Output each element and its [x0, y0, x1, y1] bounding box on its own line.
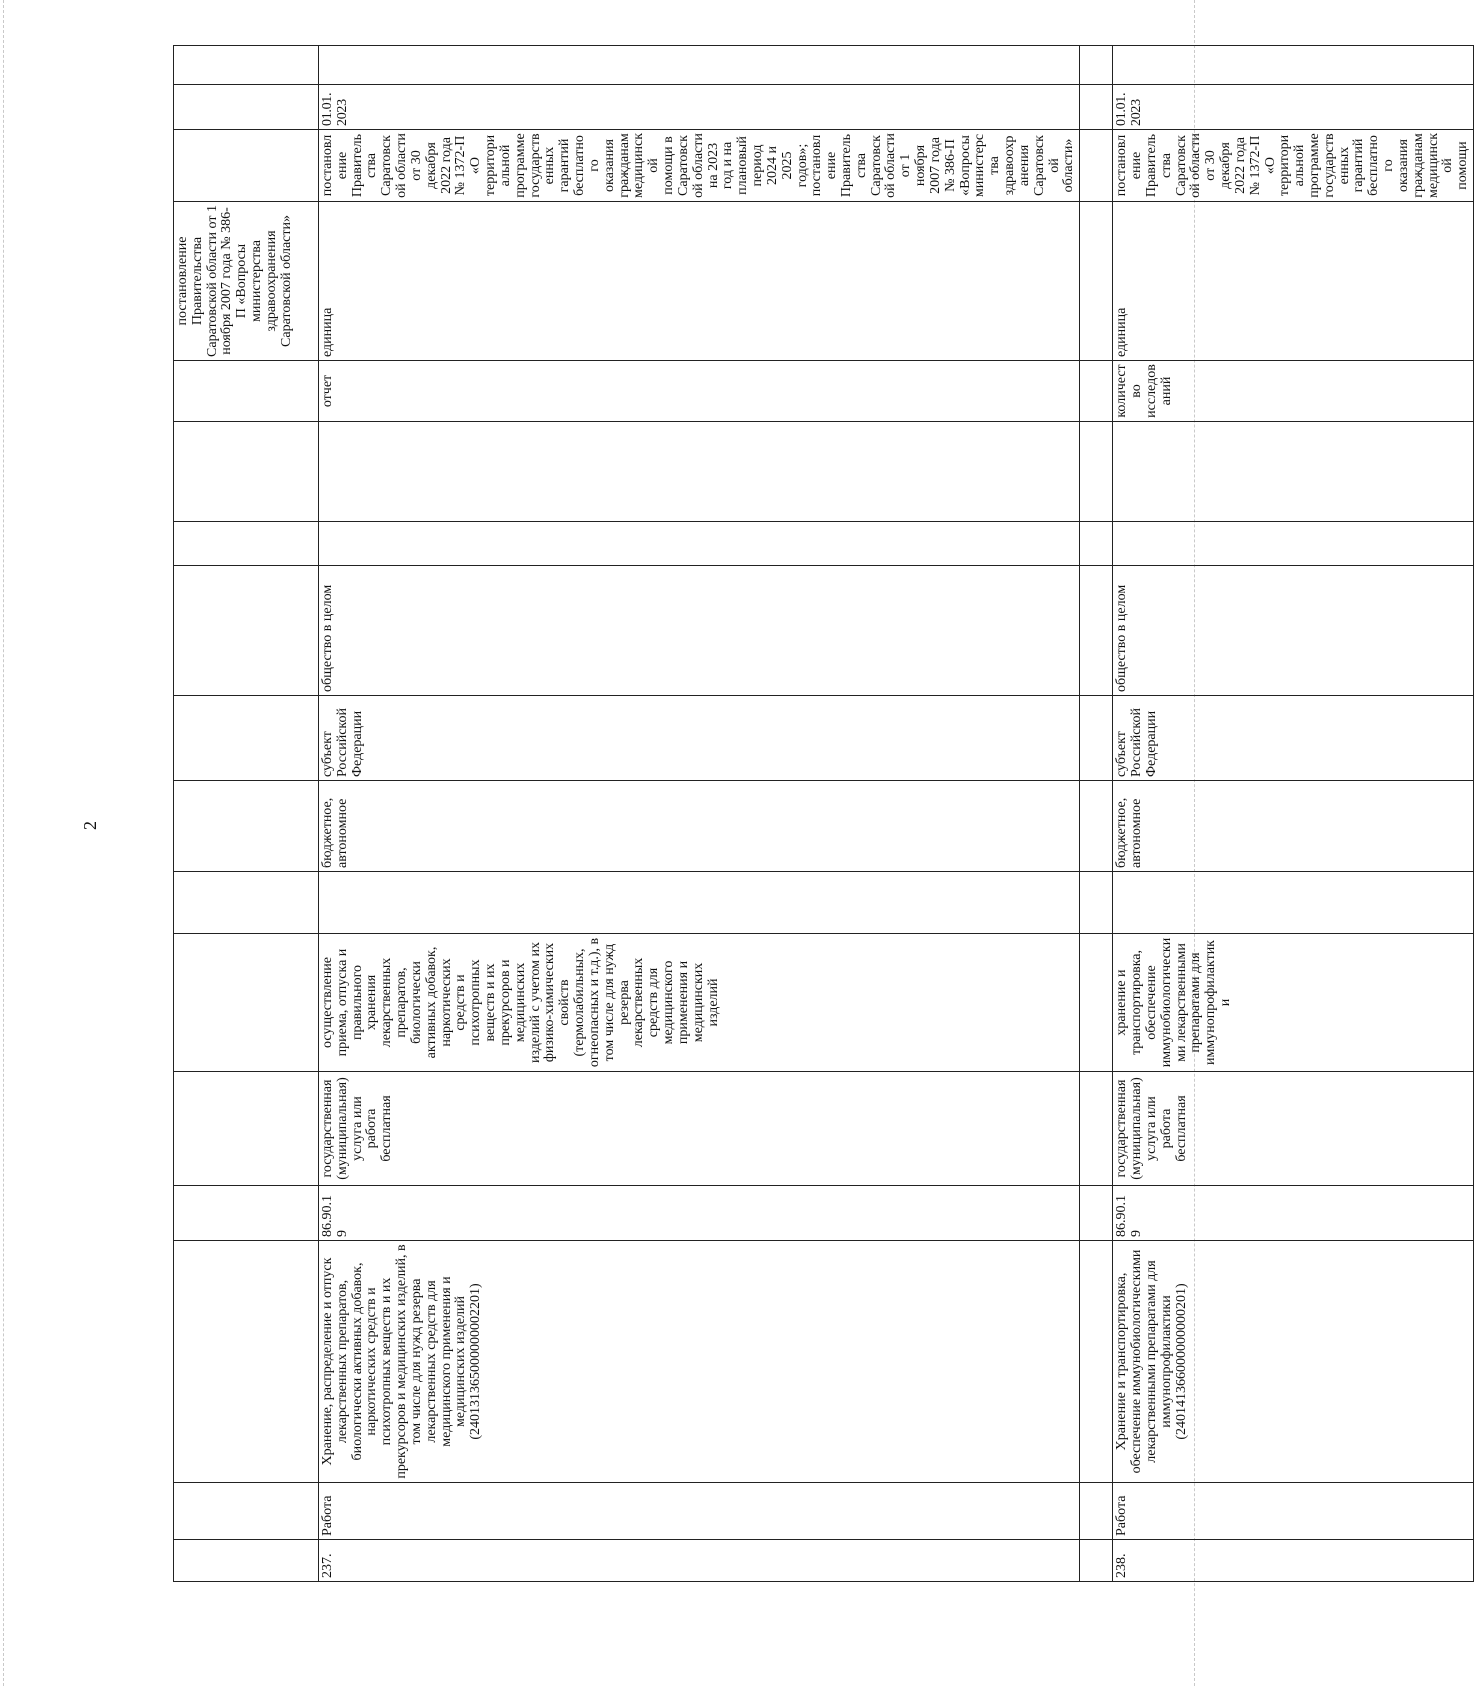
page-number: 2: [80, 821, 100, 830]
table-cell: [1113, 46, 1474, 85]
table-cell: [1080, 85, 1113, 130]
table-cell: [319, 872, 1080, 934]
table-cell: [174, 85, 319, 130]
table-cell: [1080, 696, 1113, 781]
table-cell: [1113, 522, 1474, 566]
authority-level: субъект Российской Федерации: [1113, 696, 1474, 781]
unit: единица: [319, 202, 1080, 361]
table-row: [174, 46, 319, 1582]
row-number: 238.: [1113, 1540, 1474, 1582]
table-cell: [174, 522, 319, 566]
table-cell: [174, 46, 319, 85]
table-cell: [174, 1186, 319, 1241]
table-cell: [1080, 361, 1113, 422]
okved-code: 86.90.19: [319, 1186, 1080, 1241]
table-cell: [174, 696, 319, 781]
table-cell: [174, 130, 319, 202]
table-cell: [174, 781, 319, 872]
table-cell: [174, 422, 319, 522]
table-cell: [174, 1540, 319, 1582]
table-cell: [174, 1241, 319, 1483]
service-content: осуществление приема, отпуска и правильного хранения лекарственных препаратов, биологически активных добавок, наркотических средств и психотропных веществ и их прекурсоров и медицинских изделий с учетом их физико-химических свойств (термолабильных, огнеопасных и т.д.), в том числе для нужд резерва лекарственных средств для медицинского применения и медицинских изделий: [319, 934, 1080, 1072]
table-cell: [1080, 522, 1113, 566]
row-number: 237.: [319, 1540, 1080, 1582]
table-cell: [1080, 781, 1113, 872]
table-cell: [1080, 566, 1113, 696]
institution-type: бюджетное, автономное: [319, 781, 1080, 872]
unit: единица: [1113, 202, 1474, 361]
table-cell: [1080, 130, 1113, 202]
row-type: Работа: [319, 1483, 1080, 1540]
authority-level: субъект Российской Федерации: [319, 696, 1080, 781]
consumers: общество в целом: [1113, 566, 1474, 696]
table-cell: [1080, 422, 1113, 522]
indicator: количество исследований: [1113, 361, 1474, 422]
scan-edge-left: [3, 0, 6, 1686]
effective-date: 01.01.2023: [319, 85, 1080, 130]
table-cell: [1080, 1072, 1113, 1186]
table-row: [1080, 46, 1113, 1582]
table-cell: [1080, 46, 1113, 85]
legal-basis: постановление Правительства Саратовской области от 30 декабря 2022 года № 1372-П «О территориальной программе государственных гарантий бесплатного оказания гражданам медицинской помощи в Саратовской области на 2023 год и на плановый период 2024 и 2025 годов»; постановление Правительства Саратовской области от 1 ноября 2007 года № 386-П «Вопросы министерства здравоохранения Саратовской области»: [319, 130, 1080, 202]
consumers: общество в целом: [319, 566, 1080, 696]
okved-code: 86.90.19: [1113, 1186, 1474, 1241]
table-cell: [319, 422, 1080, 522]
row-name: Хранение, распределение и отпуск лекарственных препаратов, биологически активных добавок, наркотических средств и психотропных веществ и их прекурсоров и медицинских изделий, в том числе для нужд резерва лекарственных средств для медицинского применения и медицинских изделий (240131365000000002201): [319, 1241, 1080, 1483]
table-cell: [174, 1483, 319, 1540]
table-cell: [1080, 202, 1113, 361]
legal-basis: постановление Правительства Саратовской области от 30 декабря 2022 года № 1372-П «О территориальной программе государственных гарантий бесплатного оказания гражданам медицинской помощи: [1113, 130, 1474, 202]
table-cell: [1080, 1483, 1113, 1540]
table-row: [319, 46, 1080, 1582]
table-cell: [1113, 872, 1474, 934]
table-cell: [1113, 422, 1474, 522]
institution-type: бюджетное, автономное: [1113, 781, 1474, 872]
table-cell: [174, 934, 319, 1072]
table-cell: [319, 522, 1080, 566]
table-cell: [1080, 1186, 1113, 1241]
indicator: отчет: [319, 361, 1080, 422]
service-kind: государственная (муниципальная) услуга или работа бесплатная: [1113, 1072, 1474, 1186]
service-content: хранение и транспортировка, обеспечение иммунобиологическими лекарственными препаратами для иммунопрофилактики: [1113, 934, 1474, 1072]
row-name: Хранение и транспортировка, обеспечение иммунобиологическими лекарственными препаратами для иммунопрофилактики (240141366000000000201): [1113, 1241, 1474, 1483]
effective-date: 01.01.2023: [1113, 85, 1474, 130]
table-cell: [174, 1072, 319, 1186]
basis-cell: постановление Правительства Саратовской области от 1 ноября 2007 года № 386-П «Вопросы министерства здравоохранения Саратовской области»: [174, 202, 319, 361]
row-type: Работа: [1113, 1483, 1474, 1540]
table-cell: [1080, 1540, 1113, 1582]
service-kind: государственная (муниципальная) услуга или работа бесплатная: [319, 1072, 1080, 1186]
table-cell: [174, 566, 319, 696]
table-cell: [319, 46, 1080, 85]
table-cell: [174, 361, 319, 422]
document-table: [173, 92, 1471, 1582]
table-cell: [174, 872, 319, 934]
table-row: [1113, 46, 1474, 1582]
table-cell: [1080, 934, 1113, 1072]
table-cell: [1080, 872, 1113, 934]
table-cell: [1080, 1241, 1113, 1483]
